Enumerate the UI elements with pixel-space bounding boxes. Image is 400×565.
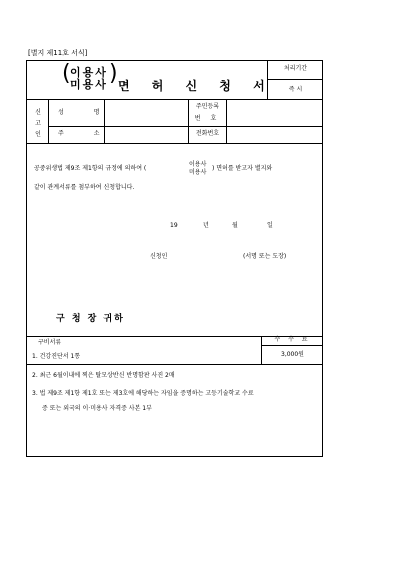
addressee: 구 청 장 귀하 xyxy=(56,314,125,324)
fee-divider xyxy=(261,345,323,346)
body-occupation-stack xyxy=(189,161,206,177)
applicant-section-divider xyxy=(27,143,323,144)
applicant-label-2: 고 xyxy=(35,120,41,127)
date-day-label: 일 xyxy=(267,222,273,229)
section-label-separator xyxy=(48,100,49,143)
items-divider xyxy=(27,364,323,365)
title-paren-open: ( xyxy=(62,61,71,86)
address-label: 주 소 xyxy=(58,130,114,137)
document-item-3-continued: 증 또는 외국의 이·미용사 자격증 사본 1부 xyxy=(42,405,152,412)
phone-label: 전화번호 xyxy=(195,130,220,137)
rrn-label-right xyxy=(226,100,227,143)
rrn-label-bottom: 번 호 xyxy=(194,115,221,122)
body-line1-after: ) 면허를 받고자 별지와 xyxy=(212,165,273,172)
signature-instruction: (서명 또는 도장) xyxy=(243,253,287,260)
applicant-signature-label: 신청인 xyxy=(150,253,168,260)
name-row-divider xyxy=(48,126,323,127)
title-occupation-top: 이용사 xyxy=(70,66,108,79)
processing-divider xyxy=(267,79,323,80)
fee-label: 수 수 료 xyxy=(274,336,311,343)
date-month-label: 월 xyxy=(232,222,238,229)
title-paren-close: ) xyxy=(109,61,118,86)
processing-period-value: 즉 시 xyxy=(288,86,303,93)
body-occupation-top: 이용사 xyxy=(189,161,207,168)
rrn-label-top: 주민등록 xyxy=(195,103,220,110)
title-occupation-stack xyxy=(70,67,108,91)
form-number: [별지 제11호 서식] xyxy=(28,49,88,57)
body-line2: 같이 관계서류를 첨부하여 신청합니다. xyxy=(34,184,135,191)
body-line1-before: 공중위생법 제9조 제1항의 규정에 의하여 ( xyxy=(34,165,147,172)
body-occupation-bottom: 미용사 xyxy=(189,169,207,176)
documents-header: 구비서류 xyxy=(38,339,62,346)
document-item-2: 2. 최근 6월이내에 찍은 탈모상반신 반명함판 사진 2매 xyxy=(32,372,175,379)
document-item-1: 1. 건강진단서 1통 xyxy=(32,353,81,360)
applicant-label-3: 인 xyxy=(35,131,41,138)
document-item-3: 3. 법 제9조 제1항 제1호 또는 제3호에 해당하는 자임을 증명하는 고등기술학교 수료 xyxy=(32,390,254,397)
name-label: 성 명 xyxy=(58,109,114,116)
title-occupation-bottom: 미용사 xyxy=(70,78,108,91)
applicant-label-1: 신 xyxy=(35,109,41,116)
fee-value: 3,000원 xyxy=(281,351,304,358)
title-divider xyxy=(27,99,323,100)
date-year-label: 년 xyxy=(203,222,209,229)
processing-period-label: 처리기간 xyxy=(283,65,308,72)
form-title: 면 허 신 청 서 xyxy=(118,79,274,93)
date-year-prefix: 19 xyxy=(170,222,178,229)
